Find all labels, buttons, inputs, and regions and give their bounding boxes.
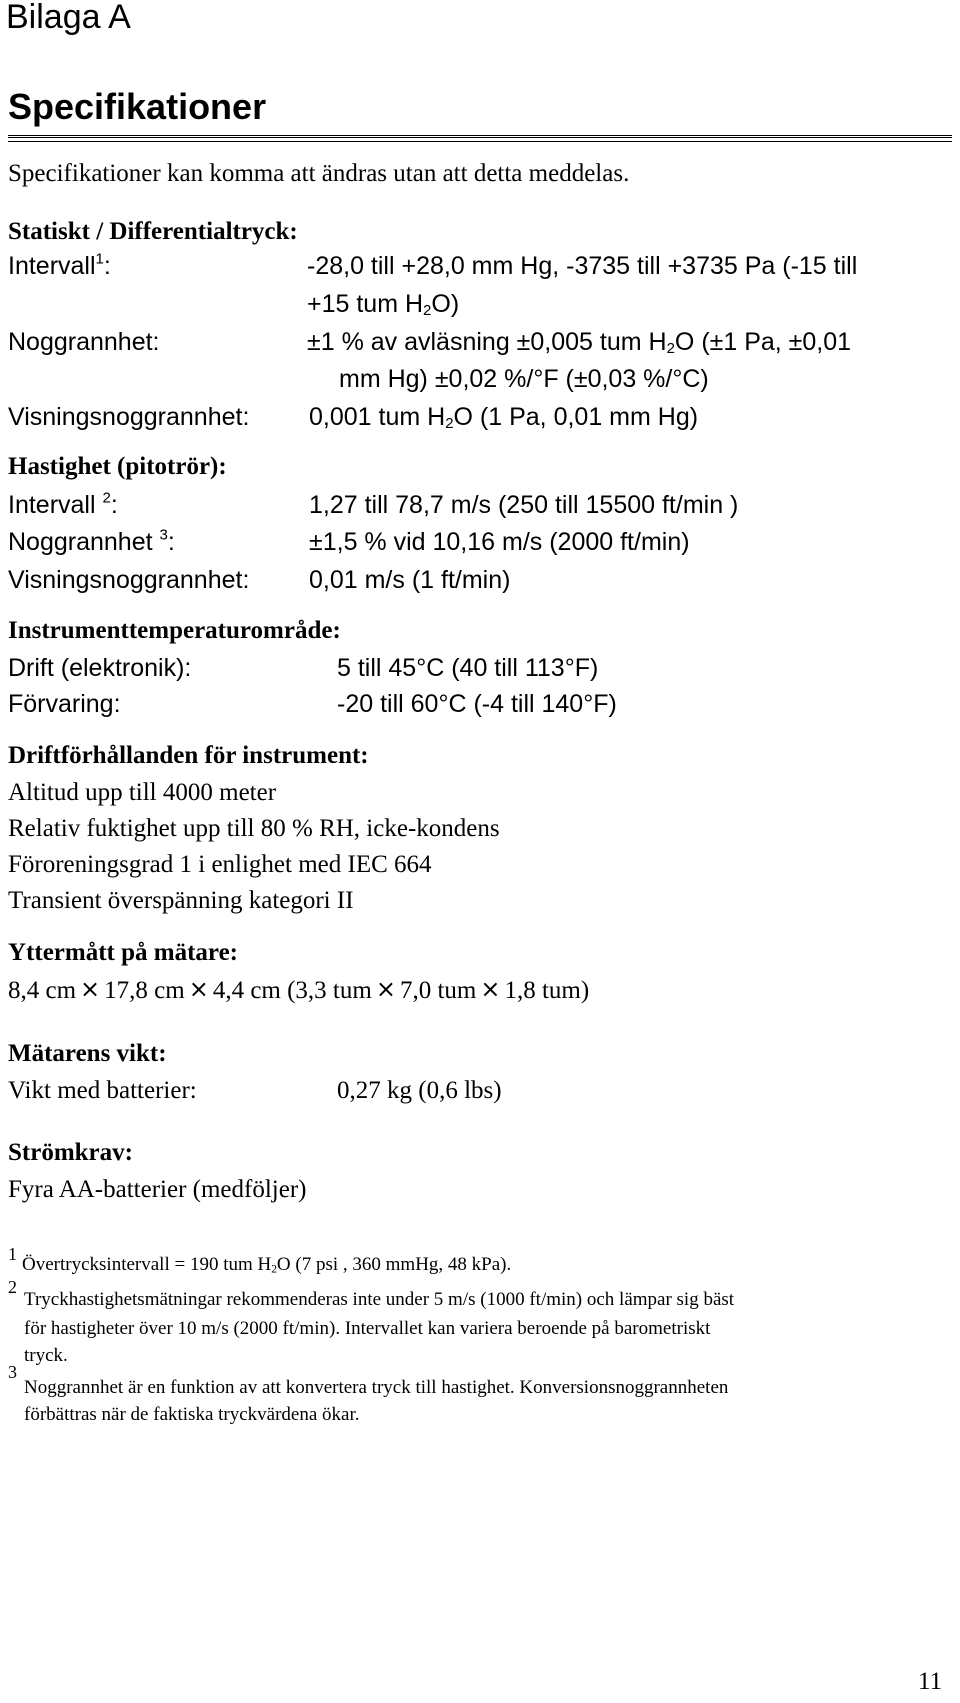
pressure-range-label: Intervall$^1$: [8, 250, 111, 280]
pressure-range-value-cont: +15 tum $H_2O$) [307, 290, 460, 319]
velocity-resolution-label: Visningsnoggrannhet: [8, 566, 250, 594]
times-icon: × [188, 975, 209, 1003]
condition-line: Transient överspänning kategori II [8, 887, 354, 914]
power-heading: Strömkrav: [8, 1139, 133, 1166]
pressure-accuracy-label: Noggrannhet: [8, 328, 160, 356]
page-number: 11 [918, 1668, 943, 1695]
operating-temp-label: Drift (elektronik): [8, 654, 192, 682]
footnote-2-line: Tryckhastighetsmätningar rekommenderas inte under 5 m/s (1000 ft/min) och lämpar sig bäst [24, 1289, 735, 1310]
storage-temp-value: -20 till 60°C (-4 till 140°F) [337, 690, 617, 718]
dimensions-heading: Yttermått på mätare: [8, 939, 238, 966]
pressure-accuracy-value: ±1 % av avläsning ±0,005 tum $H_2O$ (±1 Pa, ±0,01 [307, 328, 852, 357]
times-icon: × [480, 975, 501, 1003]
footnote-1: Övertrycksintervall = 190 tum $H_2O$ (7 psi , 360 mmHg, 48 kPa). [22, 1254, 512, 1276]
storage-temp-label: Förvaring: [8, 690, 121, 718]
footnote-3-line: Noggrannhet är en funktion av att konvertera tryck till hastighet. Konversionsnoggrannheten [24, 1377, 729, 1398]
weight-value: 0,27 kg (0,6 lbs) [337, 1077, 502, 1104]
condition-line: Relativ fuktighet upp till 80 % RH, icke-kondens [8, 815, 500, 842]
velocity-accuracy-value: ±1,5 % vid 10,16 m/s (2000 ft/min) [309, 528, 690, 556]
appendix-label: Bilaga A [6, 0, 131, 36]
pressure-heading: Statiskt / Differentialtryck: [8, 218, 298, 245]
times-icon: × [80, 975, 101, 1003]
pressure-range-value: -28,0 till +28,0 mm Hg, -3735 till +3735 Pa (-15 till [307, 252, 858, 280]
title-rule [8, 135, 952, 138]
weight-label: Vikt med batterier: [8, 1077, 197, 1104]
velocity-range-label: Intervall $^2$: [8, 489, 118, 519]
footnote-3-line: förbättras när de faktiska tryckvärdena ökar. [24, 1404, 360, 1425]
page-title: Specifikationer [8, 86, 267, 127]
velocity-resolution-value: 0,01 m/s (1 ft/min) [309, 566, 511, 594]
power-value: Fyra AA-batterier (medföljer) [8, 1176, 307, 1203]
weight-heading: Mätarens vikt: [8, 1040, 167, 1067]
footnote-marker: 2 [8, 1277, 17, 1297]
pressure-resolution-label: Visningsnoggrannhet: [8, 403, 250, 431]
temperature-heading: Instrumenttemperaturområde: [8, 617, 341, 644]
footnote-2-line: för hastigheter över 10 m/s (2000 ft/min). Intervallet kan variera beroende på barometriskt [24, 1318, 711, 1339]
pressure-resolution-value: 0,001 tum $H_2O$ (1 Pa, 0,01 mm Hg) [309, 403, 699, 432]
title-rule-lower [8, 141, 952, 142]
dimensions-value: 8,4 cm × 17,8 cm × 4,4 cm (3,3 tum × 7,0 tum × 1,8 tum) [8, 975, 590, 1004]
velocity-heading: Hastighet (pitotrör): [8, 453, 227, 480]
velocity-accuracy-label: Noggrannhet $^3$: [8, 526, 175, 556]
footnote-marker: 3 [8, 1362, 17, 1382]
times-icon: × [375, 975, 396, 1003]
footnote-marker: 1 [8, 1244, 17, 1264]
pressure-accuracy-value-cont: mm Hg) ±0,02 %/°F (±0,03 %/°C) [339, 365, 709, 393]
velocity-range-value: 1,27 till 78,7 m/s (250 till 15500 ft/min ) [309, 491, 739, 519]
footnote-2-line: tryck. [24, 1345, 68, 1366]
condition-line: Föroreningsgrad 1 i enlighet med IEC 664 [8, 851, 432, 878]
operating-temp-value: 5 till 45°C (40 till 113°F) [337, 654, 599, 682]
spec-notice: Specifikationer kan komma att ändras utan att detta meddelas. [8, 160, 630, 187]
conditions-heading: Driftförhållanden för instrument: [8, 742, 369, 769]
condition-line: Altitud upp till 4000 meter [8, 779, 277, 806]
